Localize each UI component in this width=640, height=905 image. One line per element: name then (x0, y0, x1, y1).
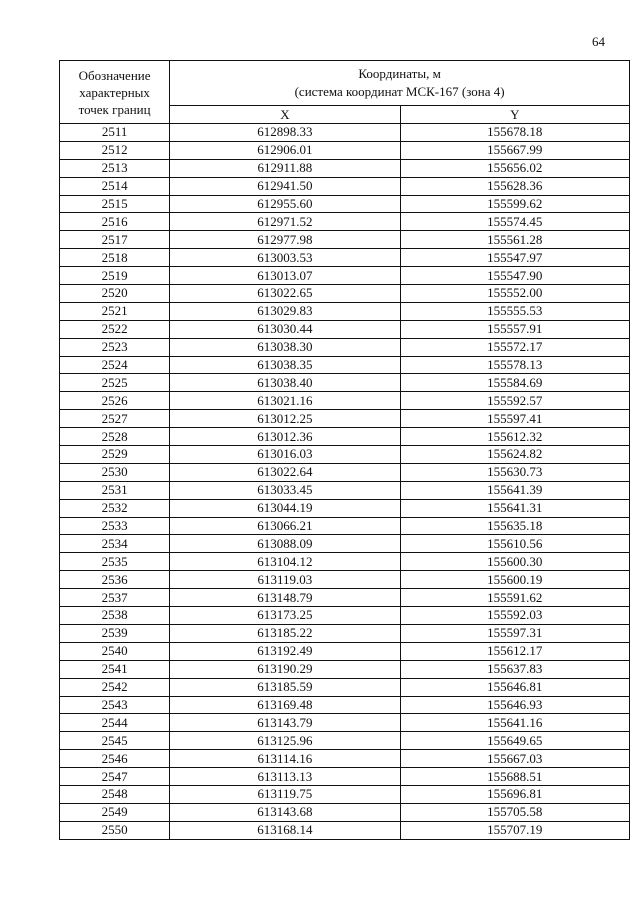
x-coordinate-cell: 613038.40 (170, 374, 400, 392)
x-coordinate-cell: 613192.49 (170, 642, 400, 660)
y-coordinate-cell: 155635.18 (400, 517, 629, 535)
table-row (60, 732, 630, 750)
x-coordinate-cell: 613016.03 (170, 446, 400, 464)
y-coordinate-cell: 155574.45 (400, 213, 629, 231)
table-row (60, 302, 630, 320)
x-coordinate-cell: 613190.29 (170, 660, 400, 678)
y-coordinate-cell: 155637.83 (400, 660, 629, 678)
table-row (60, 428, 630, 446)
y-coordinate-cell: 155578.13 (400, 356, 629, 374)
page-number: 64 (592, 34, 605, 49)
table-row (60, 446, 630, 464)
y-coordinate-cell: 155678.18 (400, 124, 629, 142)
point-cell: 2530 (60, 463, 170, 481)
table-row (60, 821, 630, 839)
point-cell: 2519 (60, 267, 170, 285)
x-coordinate-cell: 613030.44 (170, 320, 400, 338)
point-cell: 2521 (60, 302, 170, 320)
x-coordinate-cell: 613168.14 (170, 821, 400, 839)
y-coordinate-cell: 155597.41 (400, 410, 629, 428)
y-coordinate-cell: 155667.99 (400, 141, 629, 159)
table-row (60, 249, 630, 267)
x-coordinate-cell: 613013.07 (170, 267, 400, 285)
table-row (60, 768, 630, 786)
table-row (60, 177, 630, 195)
table-row (60, 356, 630, 374)
table-row (60, 696, 630, 714)
y-coordinate-cell: 155688.51 (400, 768, 629, 786)
x-coordinate-cell: 613104.12 (170, 553, 400, 571)
point-cell: 2516 (60, 213, 170, 231)
coordinates-column-header (170, 61, 630, 106)
point-cell: 2529 (60, 446, 170, 464)
x-coordinate-cell: 612906.01 (170, 141, 400, 159)
y-coordinate-cell: 155624.82 (400, 446, 629, 464)
x-coordinate-cell: 613033.45 (170, 481, 400, 499)
point-cell: 2514 (60, 177, 170, 195)
y-coordinate-cell: 155610.56 (400, 535, 629, 553)
table-row (60, 553, 630, 571)
x-coordinate-cell: 613125.96 (170, 732, 400, 750)
y-coordinate-cell: 155547.90 (400, 267, 629, 285)
point-cell: 2541 (60, 660, 170, 678)
x-coordinate-cell: 613088.09 (170, 535, 400, 553)
x-coordinate-cell: 613012.36 (170, 428, 400, 446)
y-coordinate-cell: 155561.28 (400, 231, 629, 249)
table-row (60, 213, 630, 231)
x-coordinate-cell: 613185.59 (170, 678, 400, 696)
y-coordinate-cell: 155592.57 (400, 392, 629, 410)
x-coordinate-cell: 612898.33 (170, 124, 400, 142)
x-coordinate-cell: 613119.75 (170, 785, 400, 803)
y-coordinate-cell: 155612.17 (400, 642, 629, 660)
point-cell: 2547 (60, 768, 170, 786)
y-coordinate-cell: 155592.03 (400, 607, 629, 625)
point-cell: 2526 (60, 392, 170, 410)
coordinates-table (59, 60, 630, 840)
table-row (60, 141, 630, 159)
y-coordinate-cell: 155656.02 (400, 159, 629, 177)
x-coordinate-cell: 613022.64 (170, 463, 400, 481)
y-coordinate-cell: 155591.62 (400, 589, 629, 607)
y-coordinate-cell: 155584.69 (400, 374, 629, 392)
point-cell: 2513 (60, 159, 170, 177)
x-coordinate-cell: 613044.19 (170, 499, 400, 517)
x-column-header: X (170, 106, 400, 124)
y-coordinate-cell: 155646.81 (400, 678, 629, 696)
point-cell: 2528 (60, 428, 170, 446)
table-row (60, 463, 630, 481)
point-cell: 2539 (60, 624, 170, 642)
x-coordinate-cell: 613003.53 (170, 249, 400, 267)
table-row (60, 124, 630, 142)
y-coordinate-cell: 155628.36 (400, 177, 629, 195)
point-header-line-3: точек границ (78, 101, 151, 117)
point-cell: 2540 (60, 642, 170, 660)
x-coordinate-cell: 612977.98 (170, 231, 400, 249)
point-cell: 2523 (60, 338, 170, 356)
point-cell: 2531 (60, 481, 170, 499)
x-coordinate-cell: 612911.88 (170, 159, 400, 177)
table-row (60, 571, 630, 589)
table-row (60, 589, 630, 607)
table-body (60, 124, 630, 840)
point-cell: 2536 (60, 571, 170, 589)
y-coordinate-cell: 155641.39 (400, 481, 629, 499)
point-cell: 2511 (60, 124, 170, 142)
coordinates-header-line-2: (система координат МСК-167 (зона 4) (294, 84, 505, 100)
table-row (60, 535, 630, 553)
point-cell: 2533 (60, 517, 170, 535)
y-coordinate-cell: 155552.00 (400, 285, 629, 303)
table-row (60, 481, 630, 499)
point-cell: 2538 (60, 607, 170, 625)
point-cell: 2535 (60, 553, 170, 571)
table-row (60, 195, 630, 213)
y-coordinate-cell: 155707.19 (400, 821, 629, 839)
y-coordinate-cell: 155600.19 (400, 571, 629, 589)
table-row (60, 267, 630, 285)
y-coordinate-cell: 155667.03 (400, 750, 629, 768)
x-coordinate-cell: 612971.52 (170, 213, 400, 231)
table-row (60, 803, 630, 821)
x-coordinate-cell: 613066.21 (170, 517, 400, 535)
point-cell: 2518 (60, 249, 170, 267)
coordinates-header-line-1: Координаты, м (358, 66, 441, 82)
y-coordinate-cell: 155646.93 (400, 696, 629, 714)
y-coordinate-cell: 155572.17 (400, 338, 629, 356)
table-row (60, 624, 630, 642)
point-cell: 2545 (60, 732, 170, 750)
point-cell: 2546 (60, 750, 170, 768)
point-cell: 2520 (60, 285, 170, 303)
y-coordinate-cell: 155599.62 (400, 195, 629, 213)
table-row (60, 231, 630, 249)
x-coordinate-cell: 613012.25 (170, 410, 400, 428)
point-cell: 2548 (60, 785, 170, 803)
table-row (60, 714, 630, 732)
y-coordinate-cell: 155555.53 (400, 302, 629, 320)
x-coordinate-cell: 613038.35 (170, 356, 400, 374)
table-row (60, 159, 630, 177)
y-coordinate-cell: 155705.58 (400, 803, 629, 821)
point-cell: 2550 (60, 821, 170, 839)
y-coordinate-cell: 155612.32 (400, 428, 629, 446)
x-coordinate-cell: 613148.79 (170, 589, 400, 607)
point-cell: 2515 (60, 195, 170, 213)
table-row (60, 374, 630, 392)
x-coordinate-cell: 613022.65 (170, 285, 400, 303)
table-row (60, 750, 630, 768)
table-row (60, 392, 630, 410)
table-row (60, 338, 630, 356)
point-column-header (60, 61, 170, 124)
y-coordinate-cell: 155597.31 (400, 624, 629, 642)
x-coordinate-cell: 613169.48 (170, 696, 400, 714)
x-coordinate-cell: 613113.13 (170, 768, 400, 786)
y-coordinate-cell: 155649.65 (400, 732, 629, 750)
y-coordinate-cell: 155641.31 (400, 499, 629, 517)
y-coordinate-cell: 155630.73 (400, 463, 629, 481)
point-header-line-1: Обозначение (78, 67, 151, 83)
table-row (60, 642, 630, 660)
point-header-line-2: характерных (79, 84, 150, 100)
point-cell: 2537 (60, 589, 170, 607)
point-cell: 2549 (60, 803, 170, 821)
point-cell: 2524 (60, 356, 170, 374)
table-header (60, 61, 630, 124)
table-row (60, 517, 630, 535)
y-coordinate-cell: 155557.91 (400, 320, 629, 338)
y-coordinate-cell: 155600.30 (400, 553, 629, 571)
point-cell: 2542 (60, 678, 170, 696)
table-row (60, 785, 630, 803)
x-coordinate-cell: 613114.16 (170, 750, 400, 768)
x-coordinate-cell: 612955.60 (170, 195, 400, 213)
x-coordinate-cell: 613038.30 (170, 338, 400, 356)
x-coordinate-cell: 613185.22 (170, 624, 400, 642)
x-coordinate-cell: 613029.83 (170, 302, 400, 320)
x-coordinate-cell: 613143.68 (170, 803, 400, 821)
point-cell: 2522 (60, 320, 170, 338)
table-row (60, 678, 630, 696)
table-row (60, 607, 630, 625)
x-coordinate-cell: 613173.25 (170, 607, 400, 625)
y-coordinate-cell: 155696.81 (400, 785, 629, 803)
x-coordinate-cell: 613119.03 (170, 571, 400, 589)
point-cell: 2534 (60, 535, 170, 553)
y-coordinate-cell: 155547.97 (400, 249, 629, 267)
table-row (60, 320, 630, 338)
point-cell: 2532 (60, 499, 170, 517)
y-coordinate-cell: 155641.16 (400, 714, 629, 732)
point-cell: 2517 (60, 231, 170, 249)
point-cell: 2543 (60, 696, 170, 714)
point-cell: 2544 (60, 714, 170, 732)
point-cell: 2525 (60, 374, 170, 392)
x-coordinate-cell: 613021.16 (170, 392, 400, 410)
y-column-header: Y (400, 106, 629, 124)
table-row (60, 410, 630, 428)
table-row (60, 285, 630, 303)
point-cell: 2527 (60, 410, 170, 428)
table-row (60, 660, 630, 678)
x-coordinate-cell: 612941.50 (170, 177, 400, 195)
point-cell: 2512 (60, 141, 170, 159)
x-coordinate-cell: 613143.79 (170, 714, 400, 732)
table-row (60, 499, 630, 517)
